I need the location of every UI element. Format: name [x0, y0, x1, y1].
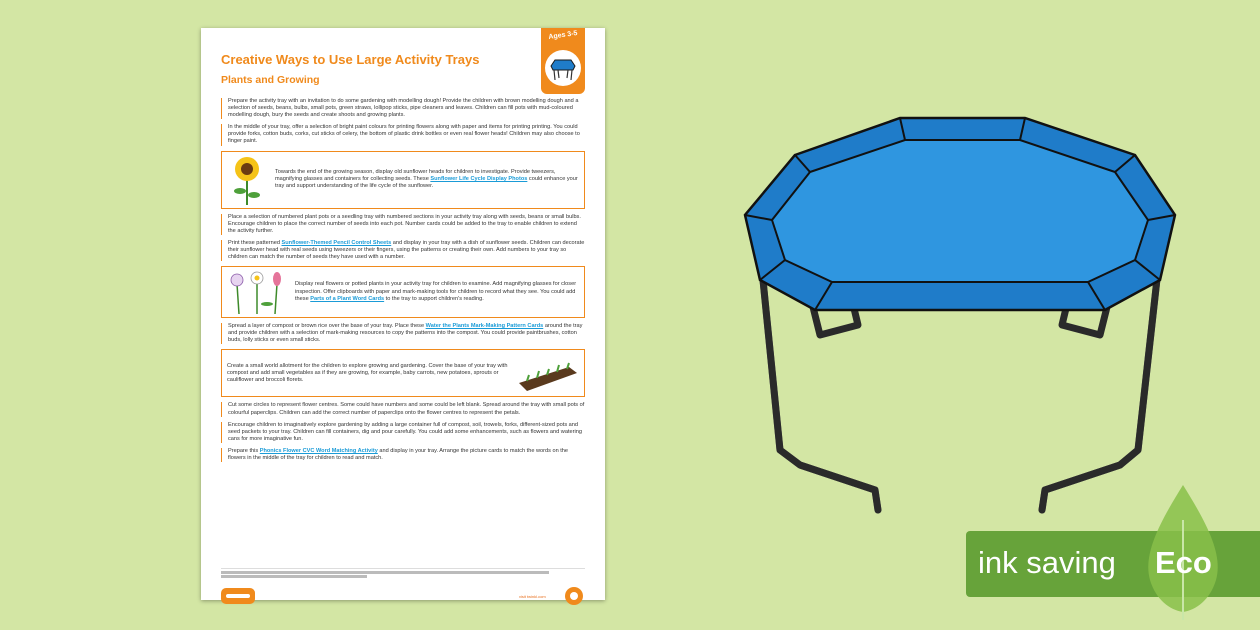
allotment-box-text: Create a small world allotment for the children to explore growing and gardening. Cover the base of your tray with compost and add small vegetables as if they are growing, for example, baby carrots, new potatoes, sprouts or cauliflower and broccoli florets.	[227, 362, 508, 383]
text: around the tray and provide children with a selection of mark-making resources to copy the patterns into the compost. You could provide paintbrushes, cotton buds, lolly sticks or even small sticks.	[228, 323, 583, 344]
tray-thumbnail-icon	[545, 50, 581, 86]
activity-tray-illustration	[740, 110, 1180, 520]
flowers-icon	[227, 270, 287, 314]
allotment-box	[221, 349, 585, 397]
sunflower-photos-link[interactable]: Sunflower Life Cycle Display Photos	[430, 176, 528, 183]
plant-word-cards-link[interactable]: Parts of a Plant Word Cards	[310, 295, 385, 302]
disclaimer	[221, 568, 585, 578]
twinkl-logo-icon	[221, 586, 255, 606]
paragraph	[221, 240, 585, 261]
age-badge-label: Ages 3-5	[548, 30, 578, 41]
page-title: Creative Ways to Use Large Activity Trays	[221, 52, 480, 67]
allotment-icon	[517, 353, 579, 393]
text: and display in your tray. Arrange the picture cards to match the words on the flowers in the middle of the tray for children to read and match.	[228, 447, 569, 461]
sunflower-icon	[227, 155, 267, 205]
sheet-content	[221, 98, 585, 467]
sunflower-box	[221, 151, 585, 209]
flowers-box-text	[295, 281, 579, 302]
paragraph: Cut some circles to represent flower centres. Some could have numbers and some could be left blank. Spread around the tray with small pots of colourful paperclips. Children can add the correct number of paperclips onto the flower centres to represent the petals.	[221, 402, 585, 416]
phonics-flower-link[interactable]: Phonics Flower CVC Word Matching Activity	[259, 447, 378, 454]
sunflower-box-text	[275, 169, 579, 190]
text: Display real flowers or potted plants in your activity tray for children to examine. Add magnifying glasses for closer inspection. Offer clipboards with paper and mark-making tools for children to record what they see. You could add these	[295, 281, 577, 302]
paragraph: Encourage children to imaginatively explore gardening by adding a large container full of compost, soil, trowels, forks, different-sized pots and seed packets to your tray. Children can fill containers, dig and pour carefully. You could add some enhancements, such as flowers and watering cans for more imaginative fun.	[221, 422, 585, 443]
text: Prepare this	[228, 447, 260, 454]
activity-sheet	[201, 28, 605, 600]
text: Spread a layer of compost or brown rice over the base of your tray. Place these	[228, 323, 426, 330]
footer-url[interactable]: visit twinkl.com	[519, 594, 546, 599]
text: to the tray to support children's reading.	[384, 295, 484, 302]
flowers-box	[221, 266, 585, 318]
paragraph: Place a selection of numbered plant pots or a seedling tray with numbered sections in your activity tray along with seeds, beans or small bulbs. Encourage children to place the correct number of seeds into each pot. Number cards could be added to the tray to enable children to extend the activity further.	[221, 214, 585, 235]
text: Print these patterned	[228, 239, 282, 246]
tray-thumbnail	[545, 50, 581, 86]
paragraph: In the middle of your tray, offer a selection of bright paint colours for printing flowers along with paper and items for printing printing. You could provide forks, cotton buds, corks, cut sticks of celery, the bottom of plastic drink bottles or even real flower heads! Children may also choose to finger paint.	[221, 124, 585, 145]
pattern-cards-link[interactable]: Water the Plants Mark-Making Pattern Cards	[425, 323, 544, 330]
text: Towards the end of the growing season, display old sunflower heads for children to investigate. Provide tweezers, magnifying glasses and containers for collecting seeds. These	[275, 168, 556, 183]
eco-label: Eco	[1155, 545, 1212, 580]
text: and display in your tray with a dish of sunflower seeds. Children can decorate their sunflower head with real seeds using tweezers or their fingers, using the patterns or creating their own. Add numbers to your tray so children can match the number of seeds they have used with a number.	[228, 239, 585, 261]
ink-saving-text: ink saving	[978, 545, 1116, 580]
page-subtitle: Plants and Growing	[221, 74, 320, 86]
age-badge	[541, 28, 585, 94]
text: could enhance your tray and support understanding of the life cycle of the sunflower.	[275, 176, 578, 190]
paragraph	[221, 448, 585, 462]
twinkl-badge-icon	[563, 586, 585, 606]
paragraph: Prepare the activity tray with an invitation to do some gardening with modelling dough! Provide the children with brown modelling dough and a selection of seeds, beans, bulbs, small pots, green straws, lollipop sticks, pipe cleaners and leaves. Children can fill pots with mud-coloured modelling dough, bury the seeds and create shoots and growing plants.	[221, 98, 585, 119]
paragraph	[221, 323, 585, 344]
pencil-control-link[interactable]: Sunflower-Themed Pencil Control Sheets	[281, 239, 392, 246]
